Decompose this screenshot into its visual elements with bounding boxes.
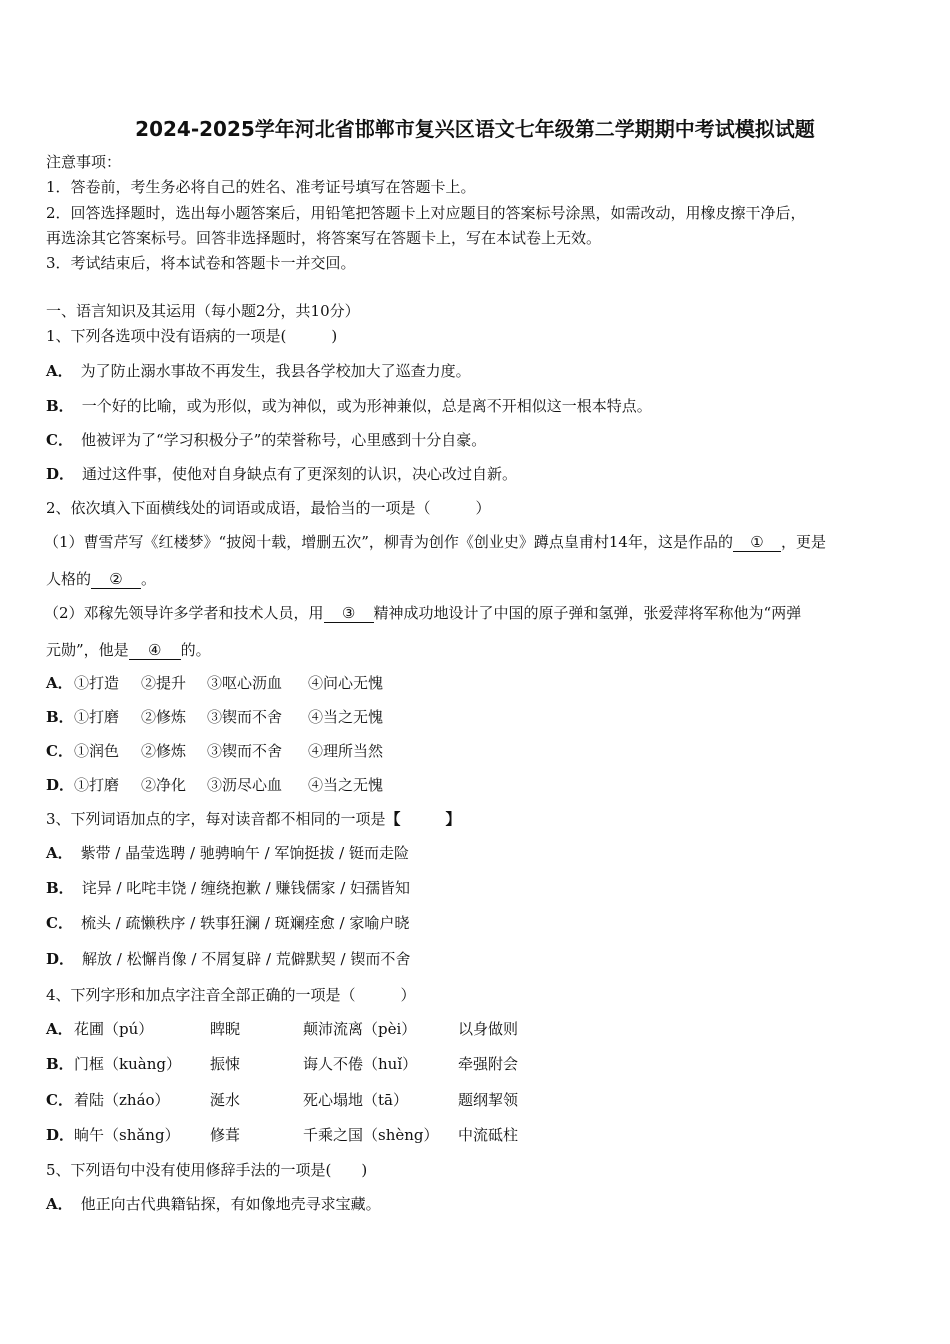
option-letter: A． (46, 674, 73, 692)
q3-option-a (46, 843, 409, 863)
option-letter: D． (46, 1126, 75, 1144)
q1-option-b (46, 396, 652, 416)
question-1-stem: 1、下列各选项中没有语病的一项是( ) (46, 327, 338, 345)
option-item: ④当之无愧 (308, 776, 384, 794)
q2-passage-1-cont (46, 569, 156, 589)
notice-heading: 注意事项： (46, 153, 122, 171)
option-item: ①打磨 (74, 776, 120, 794)
option-letter: D． (46, 465, 75, 483)
notice-item: 2．回答选择题时，选出每小题答案后，用铅笔把答题卡上对应题目的答案标号涂黑，如需改动，用橡皮擦干净后， (46, 204, 806, 222)
blank-3: ③ (324, 605, 374, 623)
option-item: ①润色 (74, 742, 120, 760)
option-letter: A． (46, 1020, 73, 1038)
option-item: 颠沛流离（pèi） (303, 1020, 417, 1038)
option-item: ①打磨 (74, 708, 120, 726)
option-item: ③锲而不舍 (207, 708, 283, 726)
option-letter: A． (46, 362, 73, 380)
option-text: 一个好的比喻，或为形似，或为神似，或为形神兼似，总是离不开相似这一根本特点。 (81, 397, 652, 415)
passage-text: ，更是 (780, 533, 826, 551)
section-heading: 一、语言知识及其运用（每小题2分，共10分） (46, 302, 360, 320)
passage-text: 元勋”，他是 (46, 641, 129, 659)
stem-text: 3、下列词语加点的字，每对读音都不相同的一项是 (46, 810, 386, 828)
q5-option-a (46, 1194, 381, 1214)
option-item: ③沥尽心血 (207, 776, 283, 794)
option-item: ④问心无愧 (308, 674, 384, 692)
q1-option-c (46, 430, 486, 450)
question-5-stem: 5、下列语句中没有使用修辞手法的一项是( ) (46, 1161, 368, 1179)
option-item: 以身做则 (458, 1020, 519, 1038)
q2-passage-2 (44, 603, 801, 623)
option-letter: B． (46, 708, 74, 726)
passage-text: （1）曹雪芹写《红楼梦》“披阅十载，增删五次”，柳青为创作《创业史》蹲点皇甫村14年，这是作品的 (44, 533, 733, 551)
option-item: ②修炼 (141, 708, 187, 726)
option-item: 死心塌地（tā） (303, 1091, 408, 1109)
option-item: ④当之无愧 (308, 708, 384, 726)
option-item: 千乘之国（shèng） (303, 1126, 439, 1144)
blank-1: ① (733, 534, 781, 552)
option-text: 为了防止溺水事故不再发生，我县各学校加大了巡查力度。 (80, 362, 471, 380)
option-item: 诲人不倦（huǐ） (303, 1055, 418, 1073)
option-item: 晌午（shǎng） (74, 1126, 180, 1144)
blank-4: ④ (129, 642, 181, 660)
option-letter: B． (46, 879, 74, 897)
passage-text: （2）邓稼先领导许多学者和技术人员，用 (44, 604, 324, 622)
option-item: ②提升 (141, 674, 187, 692)
option-text: 梳头 / 疏懒秩序 / 轶事狂澜 / 斑斓痊愈 / 家喻户晓 (80, 914, 410, 932)
notice-item: 3．考试结束后，将本试卷和答题卡一并交回。 (46, 254, 356, 272)
passage-text: 。 (141, 570, 157, 588)
option-item: ②净化 (141, 776, 187, 794)
option-item: 题纲挈领 (458, 1091, 519, 1109)
passage-text: 人格的 (46, 570, 92, 588)
q1-option-d (46, 464, 517, 484)
option-item: 花圃（pú） (74, 1020, 154, 1038)
q2-passage-2-cont (46, 640, 211, 660)
option-letter: C． (46, 1091, 73, 1109)
option-item: ③锲而不舍 (207, 742, 283, 760)
option-letter: A． (46, 1195, 73, 1213)
answer-bracket: 【 】 (385, 810, 461, 828)
option-letter: C． (46, 742, 73, 760)
option-item: 门框（kuàng） (74, 1055, 181, 1073)
notice-item: 1．答卷前，考生务必将自己的姓名、准考证号填写在答题卡上。 (46, 178, 476, 196)
q3-option-c (46, 913, 409, 933)
option-item: ④理所当然 (308, 742, 384, 760)
option-text: 解放 / 松懈肖像 / 不屑复辟 / 荒僻默契 / 锲而不舍 (82, 950, 411, 968)
option-letter: D． (46, 776, 75, 794)
option-letter: B． (46, 397, 74, 415)
passage-text: 精神成功地设计了中国的原子弹和氢弹，张爱萍将军称他为“两弹 (373, 604, 802, 622)
option-letter: B． (46, 1055, 74, 1073)
option-item: 中流砥柱 (458, 1126, 519, 1144)
option-item: 牵强附会 (458, 1055, 519, 1073)
option-letter: D． (46, 950, 75, 968)
option-item: ③呕心沥血 (207, 674, 283, 692)
notice-item: 再选涂其它答案标号。回答非选择题时，将答案写在答题卡上，写在本试卷上无效。 (46, 229, 602, 247)
option-item: 睥睨 (210, 1020, 241, 1038)
option-item: 修葺 (210, 1126, 241, 1144)
option-letter: A． (46, 844, 73, 862)
option-item: 着陆（zháo） (74, 1091, 170, 1109)
blank-2: ② (91, 571, 141, 589)
option-item: ②修炼 (141, 742, 187, 760)
page-title: 2024-2025学年河北省邯郸市复兴区语文七年级第二学期期中考试模拟试题 (135, 117, 815, 141)
q2-passage-1 (44, 532, 826, 552)
question-2-stem: 2、依次填入下面横线处的词语或成语，最恰当的一项是（ ） (46, 499, 491, 517)
option-item: 涎水 (210, 1091, 241, 1109)
passage-text: 的。 (180, 641, 211, 659)
q3-option-d (46, 949, 410, 969)
option-text: 他被评为了“学习积极分子”的荣誉称号，心里感到十分自豪。 (80, 431, 487, 449)
question-4-stem: 4、下列字形和加点字注音全部正确的一项是（ ） (46, 986, 416, 1004)
option-item: ①打造 (74, 674, 120, 692)
q1-option-a (46, 361, 471, 381)
option-text: 他正向古代典籍钻探，有如像地壳寻求宝藏。 (80, 1195, 381, 1213)
option-item: 振悚 (210, 1055, 241, 1073)
option-text: 诧异 / 叱咤丰饶 / 缠绕抱歉 / 赚钱儒家 / 妇孺皆知 (81, 879, 411, 897)
question-3-stem (46, 809, 461, 829)
option-text: 通过这件事，使他对自身缺点有了更深刻的认识，决心改过自新。 (82, 465, 518, 483)
option-text: 紫带 / 晶莹选聘 / 驰骋晌午 / 军饷挺拔 / 铤而走险 (80, 844, 410, 862)
option-letter: C． (46, 914, 73, 932)
q3-option-b (46, 878, 410, 898)
option-letter: C． (46, 431, 73, 449)
